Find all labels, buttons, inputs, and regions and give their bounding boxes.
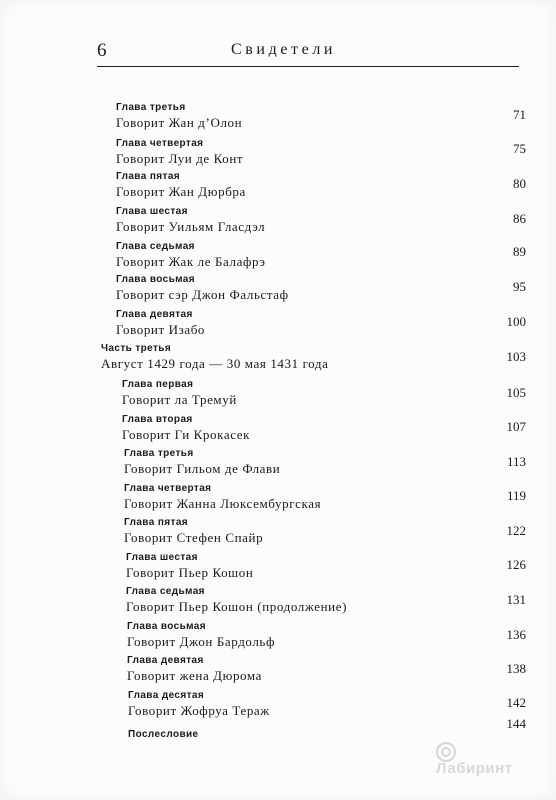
chapter-label: Глава девятая (127, 655, 204, 666)
page-ref: 75 (513, 141, 526, 156)
toc-entry (116, 205, 265, 235)
chapter-label: Глава десятая (128, 690, 205, 701)
toc-entry (116, 137, 243, 167)
chapter-label: Глава седьмая (116, 241, 195, 252)
page-ref: 122 (506, 523, 526, 538)
chapter-title: Говорит Жофруа Тераж (128, 703, 270, 718)
chapter-title: Говорит Джон Бардольф (127, 634, 275, 649)
chapter-title: Говорит Жанна Люксембургская (124, 496, 322, 511)
toc-entry (122, 378, 237, 408)
page-ref: 107 (506, 419, 526, 434)
chapter-title: Говорит сэр Джон Фальстаф (116, 287, 289, 302)
toc-entry (116, 170, 246, 200)
toc-entry (128, 689, 270, 719)
page-ref: 119 (506, 488, 526, 503)
toc-entry (124, 447, 280, 477)
chapter-label: Глава седьмая (126, 586, 205, 597)
chapter-label: Глава вторая (122, 414, 193, 425)
toc-part (101, 342, 328, 372)
page-ref: 80 (513, 176, 526, 191)
toc-entry (124, 482, 321, 512)
page-number: 6 (97, 40, 107, 61)
toc-entry (116, 101, 242, 131)
page-ref: 126 (506, 557, 526, 572)
toc-entry (116, 240, 266, 270)
toc-entry (128, 728, 199, 741)
chapter-title: Говорит Луи де Конт (116, 151, 244, 166)
chapter-label: Глава восьмая (127, 621, 207, 632)
header-rule (97, 66, 519, 67)
chapter-title: Говорит Жан д’Олон (116, 115, 243, 130)
chapter-label: Глава девятая (116, 309, 193, 320)
toc-entry (127, 654, 262, 684)
page-ref: 71 (513, 107, 526, 122)
chapter-title: Говорит Пьер Кошон (продолжение) (126, 599, 348, 614)
chapter-title: Говорит Уильям Гласдэл (116, 219, 266, 234)
chapter-title: Говорит ла Тремуй (122, 392, 237, 407)
chapter-title: Говорит Стефен Спайр (124, 530, 264, 545)
chapter-title: Говорит Гильом де Флави (124, 461, 281, 476)
watermark: Лабиринт (436, 760, 513, 777)
toc-entry (127, 620, 275, 650)
chapter-title: Говорит Изабо (116, 322, 206, 337)
page-ref: 136 (506, 627, 526, 642)
chapter-title: Говорит Пьер Кошон (126, 565, 254, 580)
chapter-label: Глава пятая (124, 517, 189, 528)
page-ref: 100 (506, 314, 526, 329)
chapter-label: Глава третья (116, 102, 186, 113)
page-ref: 86 (513, 211, 526, 226)
page-ref: 138 (506, 661, 526, 676)
chapter-label: Глава первая (122, 379, 194, 390)
toc-entry (126, 551, 253, 581)
page-ref: 89 (513, 244, 526, 259)
chapter-label: Глава шестая (126, 552, 198, 563)
toc-entry (126, 585, 347, 615)
chapter-label: Глава третья (124, 448, 194, 459)
page-ref: 113 (506, 454, 526, 469)
chapter-label: Глава восьмая (116, 274, 196, 285)
toc-entry (116, 273, 289, 303)
afterword-label: Послесловие (128, 729, 199, 740)
page-ref: 105 (506, 385, 526, 400)
chapter-title: Говорит Жак ле Балафрэ (116, 254, 266, 269)
toc-entry (122, 413, 250, 443)
chapter-label: Глава пятая (116, 171, 181, 182)
chapter-label: Глава четвертая (116, 138, 204, 149)
page-ref: 95 (513, 279, 526, 294)
part-label: Часть третья (101, 343, 172, 354)
chapter-title: Говорит Ги Крокасек (122, 427, 251, 442)
page-ref: 103 (506, 349, 526, 364)
chapter-label: Глава шестая (116, 206, 188, 217)
chapter-label: Глава четвертая (124, 483, 212, 494)
running-head: Свидетели (231, 41, 337, 58)
page-ref: 142 (506, 695, 526, 710)
toc-entry (116, 308, 205, 338)
chapter-title: Говорит жена Дюрома (127, 668, 263, 683)
page-ref: 131 (506, 592, 526, 607)
part-dates: Август 1429 года — 30 мая 1431 года (101, 356, 329, 371)
chapter-title: Говорит Жан Дюрбра (116, 184, 246, 199)
page-ref: 144 (506, 716, 526, 731)
toc-entry (124, 516, 263, 546)
